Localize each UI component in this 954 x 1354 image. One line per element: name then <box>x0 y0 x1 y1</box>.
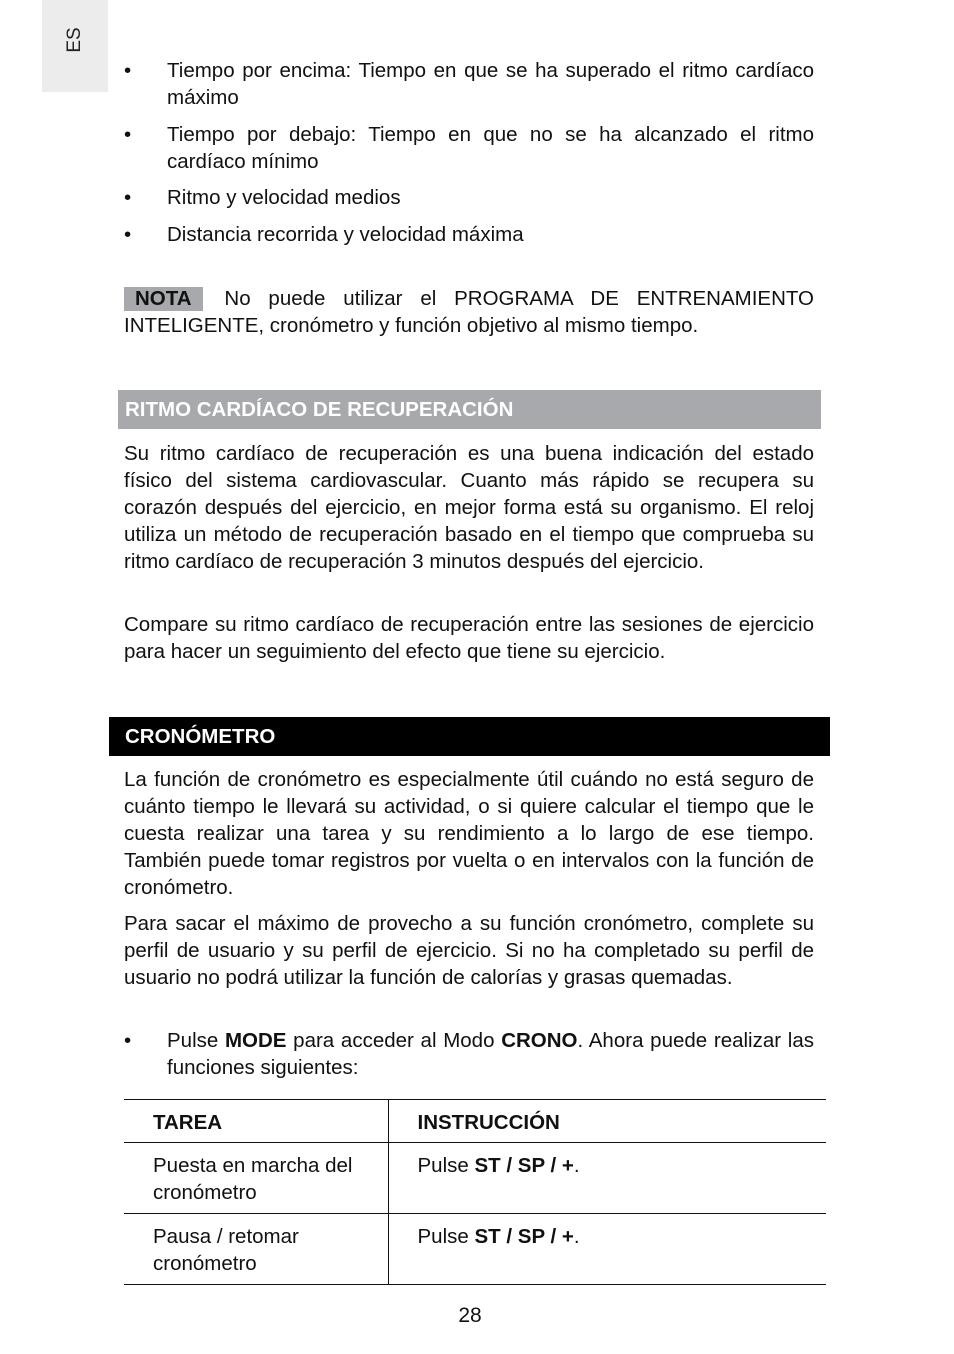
bullet-glyph: • <box>124 59 132 82</box>
table-row <box>124 1214 826 1285</box>
list-item-text: Tiempo por encima: Tiempo en que se ha superado el ritmo cardíaco máximo <box>167 59 814 109</box>
paragraph: La función de cronómetro es especialmente útil cuándo no está seguro de cuánto tiempo le llevará su actividad, o si quiere calcular el tiempo que le cuesta realizar una tarea y su rendimiento a lo largo de ese tiempo. También puede tomar registros por vuelta o en intervalos con la función de cronómetro. <box>124 768 814 899</box>
crono-mode-ref: CRONO <box>501 1029 578 1052</box>
list-item <box>124 121 814 175</box>
list-item-text: Tiempo por debajo: Tiempo en que no se ha alcanzado el ritmo cardíaco mínimo <box>167 123 814 173</box>
bullet-glyph: • <box>124 123 132 146</box>
text-run: Pulse <box>167 1029 225 1052</box>
instruction-cell <box>388 1143 826 1214</box>
table-header-row <box>124 1100 826 1143</box>
note-paragraph <box>124 285 814 339</box>
section-header-recovery <box>118 390 821 429</box>
button-ref: ST / SP / + <box>474 1225 574 1248</box>
button-ref: ST / SP / + <box>474 1154 574 1177</box>
list-item <box>124 57 814 111</box>
section-title: CRONÓMETRO <box>125 725 276 748</box>
page-number: 28 <box>458 1304 482 1327</box>
list-item <box>124 221 814 248</box>
list-item <box>124 1027 814 1081</box>
column-header-instruction: INSTRUCCIÓN <box>388 1100 826 1143</box>
text-run: . Ahora puede realizar las funciones siguientes: <box>167 1029 814 1079</box>
bullet-glyph: • <box>124 223 132 246</box>
text-run: para acceder al Modo <box>286 1029 502 1052</box>
list-item <box>124 184 814 211</box>
note-text: No puede utilizar el PROGRAMA DE ENTRENAMIENTO INTELIGENTE, cronómetro y función objetivo al mismo tiempo. <box>124 287 814 337</box>
paragraph: Compare su ritmo cardíaco de recuperación entre las sesiones de ejercicio para hacer un seguimiento del efecto que tiene su ejercicio. <box>124 613 814 663</box>
table-row <box>124 1143 826 1214</box>
language-label: ES <box>64 27 85 53</box>
text-run: . <box>573 1225 580 1248</box>
section-title: RITMO CARDÍACO DE RECUPERACIÓN <box>125 398 514 421</box>
paragraph: Para sacar el máximo de provecho a su función cronómetro, complete su perfil de usuario y su perfil de ejercicio. Si no ha completado su perfil de usuario no podrá utilizar la función de calorías y grasas quemadas. <box>124 912 814 989</box>
bullet-glyph: • <box>124 186 132 209</box>
paragraph: Su ritmo cardíaco de recuperación es una buena indicación del estado físico del sistema cardiovascular. Cuanto más rápido se recupera su corazón después del ejercicio, en mejor forma está su organismo. El reloj utiliza un método de recuperación basado en el tiempo que comprueba su ritmo cardíaco de recuperación 3 minutos después del ejercicio. <box>124 442 814 573</box>
task-table <box>124 1099 826 1285</box>
mode-button-ref: MODE <box>224 1029 287 1052</box>
section-header-chrono <box>109 717 830 756</box>
language-tab <box>42 0 108 92</box>
text-run: Pulse <box>417 1154 475 1177</box>
task-cell: Puesta en marcha del cronómetro <box>124 1143 388 1214</box>
list-item-text: Ritmo y velocidad medios <box>167 186 401 209</box>
instruction-cell <box>388 1214 826 1285</box>
note-badge: NOTA <box>124 287 203 311</box>
task-cell: Pausa / retomar cronómetro <box>124 1214 388 1285</box>
bullet-glyph: • <box>124 1029 132 1052</box>
text-run: . <box>573 1154 580 1177</box>
text-run: Pulse <box>417 1225 475 1248</box>
list-item-text <box>167 1027 814 1081</box>
column-header-task: TAREA <box>124 1100 388 1143</box>
list-item-text: Distancia recorrida y velocidad máxima <box>167 223 524 246</box>
